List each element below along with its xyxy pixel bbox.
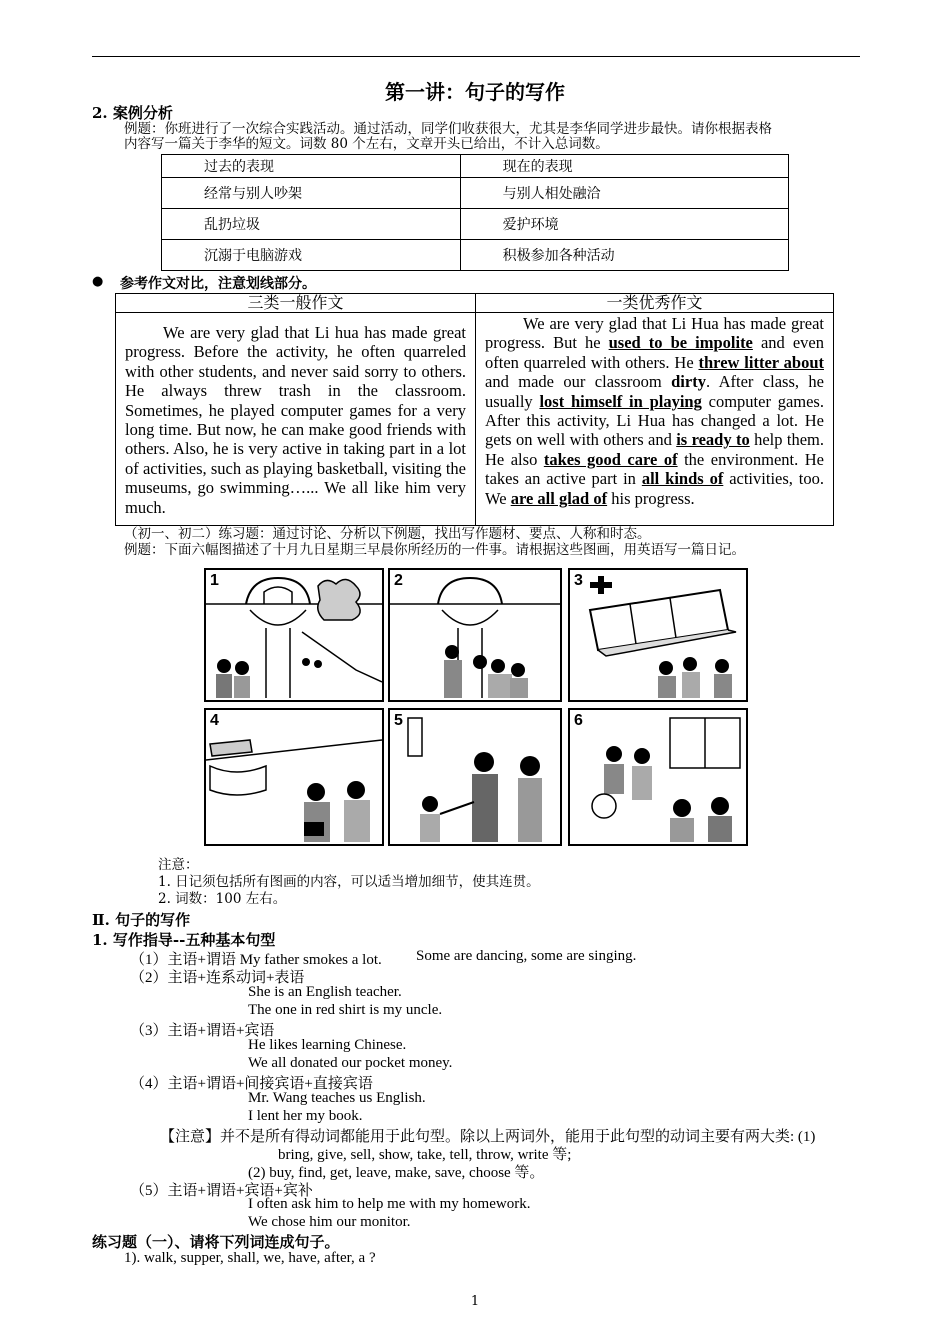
page-title: 第一讲：句子的写作 xyxy=(385,80,565,104)
practice-line: 例题：下面六幅图描述了十月九日星期三早晨你所经历的一件事。请根据这些图画，用英语写一篇日记。 xyxy=(124,542,745,558)
underlined-phrase: threw litter about xyxy=(698,352,824,372)
note-line: 2. 词数：100 左右。 xyxy=(158,891,287,907)
hospital-illustration xyxy=(570,570,746,700)
handshake-illustration xyxy=(390,710,560,844)
panel-number: 4 xyxy=(210,712,219,729)
underlined-phrase: are all glad of xyxy=(510,488,608,508)
school-gate-illustration xyxy=(206,570,382,700)
note-line: 1. 日记须包括所有图画的内容，可以适当增加细节，使其连贯。 xyxy=(158,874,540,890)
pattern-example: I often ask him to help me with my homework. xyxy=(248,1196,531,1212)
table-header: 过去的表现 xyxy=(162,155,461,178)
panel-number: 5 xyxy=(394,712,403,729)
meeting-illustration xyxy=(390,570,560,700)
prompt-line: 例题：你班进行了一次综合实践活动。通过活动，同学们收获很大，尤其是李华同学进步最快。请你根据表格 xyxy=(124,121,772,137)
pattern-example: We all donated our pocket money. xyxy=(248,1055,453,1071)
pattern-example: He likes learning Chinese. xyxy=(248,1037,407,1053)
table-cell: 沉溺于电脑游戏 xyxy=(162,240,461,271)
table-header: 现在的表现 xyxy=(460,155,788,178)
bold-word: dirty xyxy=(671,372,706,392)
underlined-phrase: all kinds of xyxy=(641,469,724,489)
pattern-5: （5）主语+谓语+宾语+宾补 xyxy=(130,1183,313,1199)
picture-panel xyxy=(388,708,562,846)
practice-line: （初一、初二）练习题：通过讨论、分析以下例题，找出写作题材、要点、人称和时态。 xyxy=(124,526,651,542)
pattern-example: Some are dancing, some are singing. xyxy=(416,948,637,964)
picture-panels xyxy=(202,566,746,846)
table-cell: 爱护环境 xyxy=(460,209,788,240)
underlined-phrase: lost himself in playing xyxy=(539,391,702,411)
prompt-line: 内容写一篇关于李华的短文。词数 80 个左右，文章开头已给出，不计入总词数。 xyxy=(124,136,609,152)
pattern-note: bring, give, sell, show, take, tell, throw, write 等; xyxy=(278,1147,572,1163)
picture-panel xyxy=(204,568,384,702)
pattern-note: (2) buy, find, get, leave, make, save, choose 等。 xyxy=(248,1165,545,1181)
picture-panel xyxy=(568,708,748,846)
panel-number: 6 xyxy=(574,712,583,729)
picture-panel xyxy=(388,568,562,702)
pattern-2: （2）主语+连系动词+表语 xyxy=(130,970,305,986)
subheading-five-patterns: 1. 写作指导--五种基本句型 xyxy=(92,931,276,949)
table-cell: 乱扔垃圾 xyxy=(162,209,461,240)
essay-ordinary: We are very glad that Li hua has made great progress. Before the activity, he often quarreled with other students, and never said sorry to others. He always threw trash in the classroom. Sometimes, he played computer games for a very long time. But now, he can make good friends with others. Also, he is very active in taking part in a lot of activities, such as playing basketball, visiting the museums, go swimming…... We all like him very much. xyxy=(125,323,466,517)
table-cell: 与别人相处融洽 xyxy=(460,178,788,209)
pattern-example: Mr. Wang teaches us English. xyxy=(248,1090,426,1106)
pattern-note: 【注意】并不是所有得动词都能用于此句型。除以上两词外，能用于此句型的动词主要有两大类: (1) xyxy=(160,1129,816,1145)
header-rule xyxy=(92,56,860,57)
underlined-phrase: used to be impolite xyxy=(608,333,753,353)
section-heading-sentences: Ⅱ. 句子的写作 xyxy=(92,911,191,929)
exercise-question: 1). walk, supper, shall, we, have, after, a ? xyxy=(124,1250,376,1266)
celebration-illustration xyxy=(570,710,746,844)
panel-number: 2 xyxy=(394,572,403,589)
pattern-1: （1）主语+谓语 My father smokes a lot. xyxy=(130,952,382,968)
picture-panel xyxy=(568,568,748,702)
underlined-phrase: takes good care of xyxy=(543,449,678,469)
table-cell: 积极参加各种活动 xyxy=(460,240,788,271)
performance-table xyxy=(161,154,789,271)
essay-header-ordinary: 三类一般作文 xyxy=(116,294,476,313)
exercise-heading: 练习题（一）、请将下列词连成句子。 xyxy=(92,1233,340,1251)
section-heading-case: 2. 案例分析 xyxy=(92,104,173,122)
panel-number: 3 xyxy=(574,572,583,589)
table-cell: 经常与别人吵架 xyxy=(162,178,461,209)
underlined-phrase: is ready to xyxy=(676,430,750,450)
pattern-example: We chose him our monitor. xyxy=(248,1214,411,1230)
pattern-example: I lent her my book. xyxy=(248,1108,363,1124)
phone-call-illustration xyxy=(206,710,382,844)
panel-number: 1 xyxy=(210,572,219,589)
pattern-example: The one in red shirt is my uncle. xyxy=(248,1002,443,1018)
essay-excellent: We are very glad that Li Hua has made great progress. But he used to be impolite and even often quarreled with others. He threw litter about and made our classroom dirty. After class, he usually lost himself in playing computer games. After this activity, Li Hua has changed a lot. He gets on well with others and is ready to help them. He also takes good care of the environment. He takes an active part in all kinds of activities, too. We are all glad of his progress. xyxy=(485,314,825,508)
essay-comparison-table xyxy=(115,293,834,526)
note-label: 注意： xyxy=(158,857,199,873)
pattern-example: She is an English teacher. xyxy=(248,984,402,1000)
pattern-4: （4）主语+谓语+间接宾语+直接宾语 xyxy=(130,1076,373,1092)
bullet-icon: ● xyxy=(92,274,104,289)
page-number: 1 xyxy=(470,1294,480,1309)
essay-header-excellent: 一类优秀作文 xyxy=(476,294,834,313)
picture-panel xyxy=(204,708,384,846)
pattern-3: （3）主语+谓语+宾语 xyxy=(130,1023,275,1039)
compare-heading: 参考作文对比，注意划线部分。 xyxy=(120,276,316,292)
